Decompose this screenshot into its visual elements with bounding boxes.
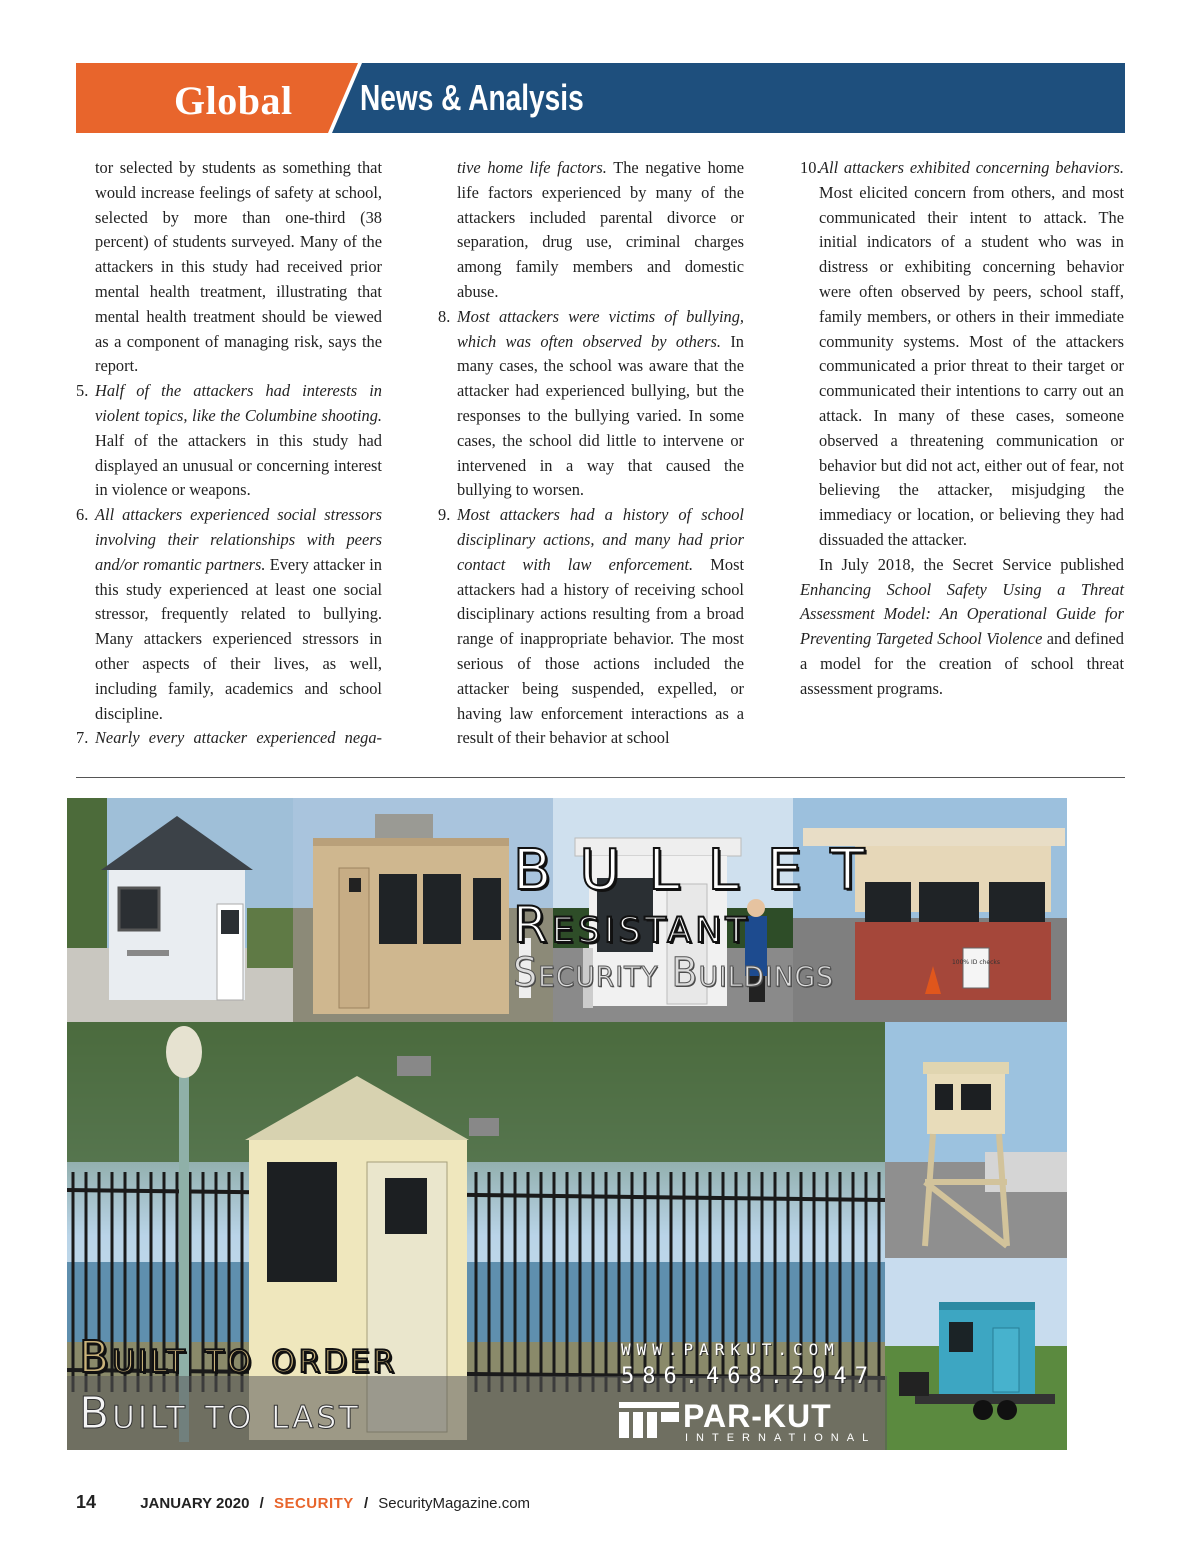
ad-slogan-built-to-order: Built to order — [79, 1332, 398, 1383]
page-footer — [76, 1492, 530, 1513]
footer-separator: / — [259, 1495, 264, 1512]
list-item-heading: Most attackers were victims of bullying, which was often observed by others. — [457, 306, 744, 351]
list-number: 6. — [76, 505, 89, 525]
id-check-sign: 100% ID checks — [951, 959, 1001, 966]
section-divider — [76, 777, 1125, 778]
parkut-logo-mark — [619, 1402, 679, 1438]
list-item-body: Half of the attackers in this study had displayed an unusual or concerning interest in violence or weapons. — [95, 430, 382, 500]
closing-text-end: and defined a model for the creation of school threat assessment programs. — [800, 629, 1124, 698]
list-item-body: In many cases, the school was aware that the attacker had experienced bullying, but the responses to the bullying varied. In some cases, the school did little to intervene or intervened in a way that caused the bullying to worsen. — [457, 331, 744, 500]
ad-title-security-buildings: Security Buildings — [513, 950, 834, 996]
parkut-advertisement[interactable] — [67, 798, 1067, 1450]
article-column-2 — [438, 156, 744, 751]
section-title: Global — [174, 78, 293, 123]
ad-website-link[interactable]: WWW.PARKUT.COM — [621, 1340, 840, 1359]
tower-booth-photo — [885, 1022, 1067, 1258]
list-item-9 — [438, 503, 744, 751]
list-number: 9. — [438, 505, 451, 525]
magazine-website[interactable]: SecurityMagazine.com — [378, 1495, 531, 1512]
list-number: 10. — [800, 158, 821, 177]
ad-title-bullet: BULLET — [513, 838, 893, 903]
parkut-brand-sub: INTERNATIONAL — [685, 1432, 877, 1444]
list-number: 7. — [76, 728, 89, 748]
guard-booth-photo-4 — [793, 798, 1067, 1022]
guard-booth-photo-1 — [67, 798, 293, 1022]
article-column-3 — [800, 156, 1124, 702]
section-banner — [76, 63, 1125, 133]
parkut-logo — [619, 1398, 877, 1444]
list-number: 8. — [438, 306, 451, 326]
ad-title-resistant: Resistant — [513, 896, 751, 954]
list-number: 5. — [76, 381, 89, 401]
footer-separator: / — [363, 1495, 369, 1512]
list-item-heading: Nearly every attacker experienced nega- — [95, 728, 382, 748]
closing-text: In July 2018, the Secret Service published — [819, 554, 1124, 574]
list-item-heading: All attackers exhibited concerning behaviors. — [819, 158, 1124, 177]
guide-title: Enhancing School Safety Using a Threat Assessment Model: An Operational Guide for Preventing Targeted School Violence — [800, 579, 1124, 649]
list-item-body: Most attackers had a history of receiving school disciplinary actions resulting from a broad range of inappropriate behavior. The most serious of those actions included the attacker being suspended, expelled, or having law enforcement interactions as a result of their behavior at school — [457, 554, 744, 748]
closing-paragraph — [800, 553, 1124, 702]
continued-paragraph — [438, 156, 744, 305]
list-item-body: Every attacker in this study experienced at least one social stressor, frequently related to bullying. Many attackers experienced stressors in other aspects of their lives, as well, including family, academics and school discipline. — [95, 554, 382, 723]
continued-heading: tive home life factors. — [457, 158, 607, 177]
trailer-booth-photo — [885, 1258, 1067, 1450]
list-item-7 — [76, 726, 382, 751]
article-column-1 — [76, 156, 382, 751]
issue-date: JANUARY 2020 — [140, 1495, 250, 1512]
continued-paragraph: tor selected by students as something that would increase feelings of safety at school, selected by more than one-third (38 percent) of students surveyed. Many of the attackers in this study had received prior mental health treatment, illustrating that mental health treatment should be viewed as a component of managing risk, says the report. — [95, 158, 382, 376]
parkut-brand-name: PAR-KUT — [683, 1398, 832, 1434]
list-item-10 — [800, 156, 1124, 553]
magazine-name: SECURITY — [273, 1495, 354, 1512]
subsection-title: News & Analysis — [360, 77, 584, 118]
page-number: 14 — [76, 1492, 97, 1512]
list-item-body: Most elicited concern from others, and most communicated their intent to attack. The initial indicators of a student who was in distress or exhibiting concerning behavior were often observed by peers, school staff, family members, or others in their immediate community systems. Most of the attackers communicated a prior threat to their target or communicated their intentions to carry out an attack. In many of these cases, someone observed a threatening communication or behavior but did not act, either out of fear, not believing the attacker, misjudging the immediacy or location, or believing they had dissuaded the attacker. — [819, 182, 1124, 549]
ad-slogan-built-to-last: Built to last — [79, 1388, 362, 1439]
list-item-8 — [438, 305, 744, 503]
continued-body: The negative home life factors experienced by many of the attackers included parental divorce or separation, drug use, criminal charges among family members and domestic abuse. — [457, 158, 744, 301]
ad-phone-number[interactable]: 586.468.2947 — [621, 1364, 876, 1389]
list-item-heading: Most attackers had a history of school disciplinary actions, and many had prior contact with law enforcement. — [457, 505, 744, 574]
list-item-6 — [76, 503, 382, 726]
list-item-5 — [76, 379, 382, 503]
list-item-heading: All attackers experienced social stressors involving their relationships with peers and/or romantic partners. — [95, 505, 382, 574]
list-item-heading: Half of the attackers had interests in violent topics, like the Columbine shooting. — [95, 381, 382, 425]
